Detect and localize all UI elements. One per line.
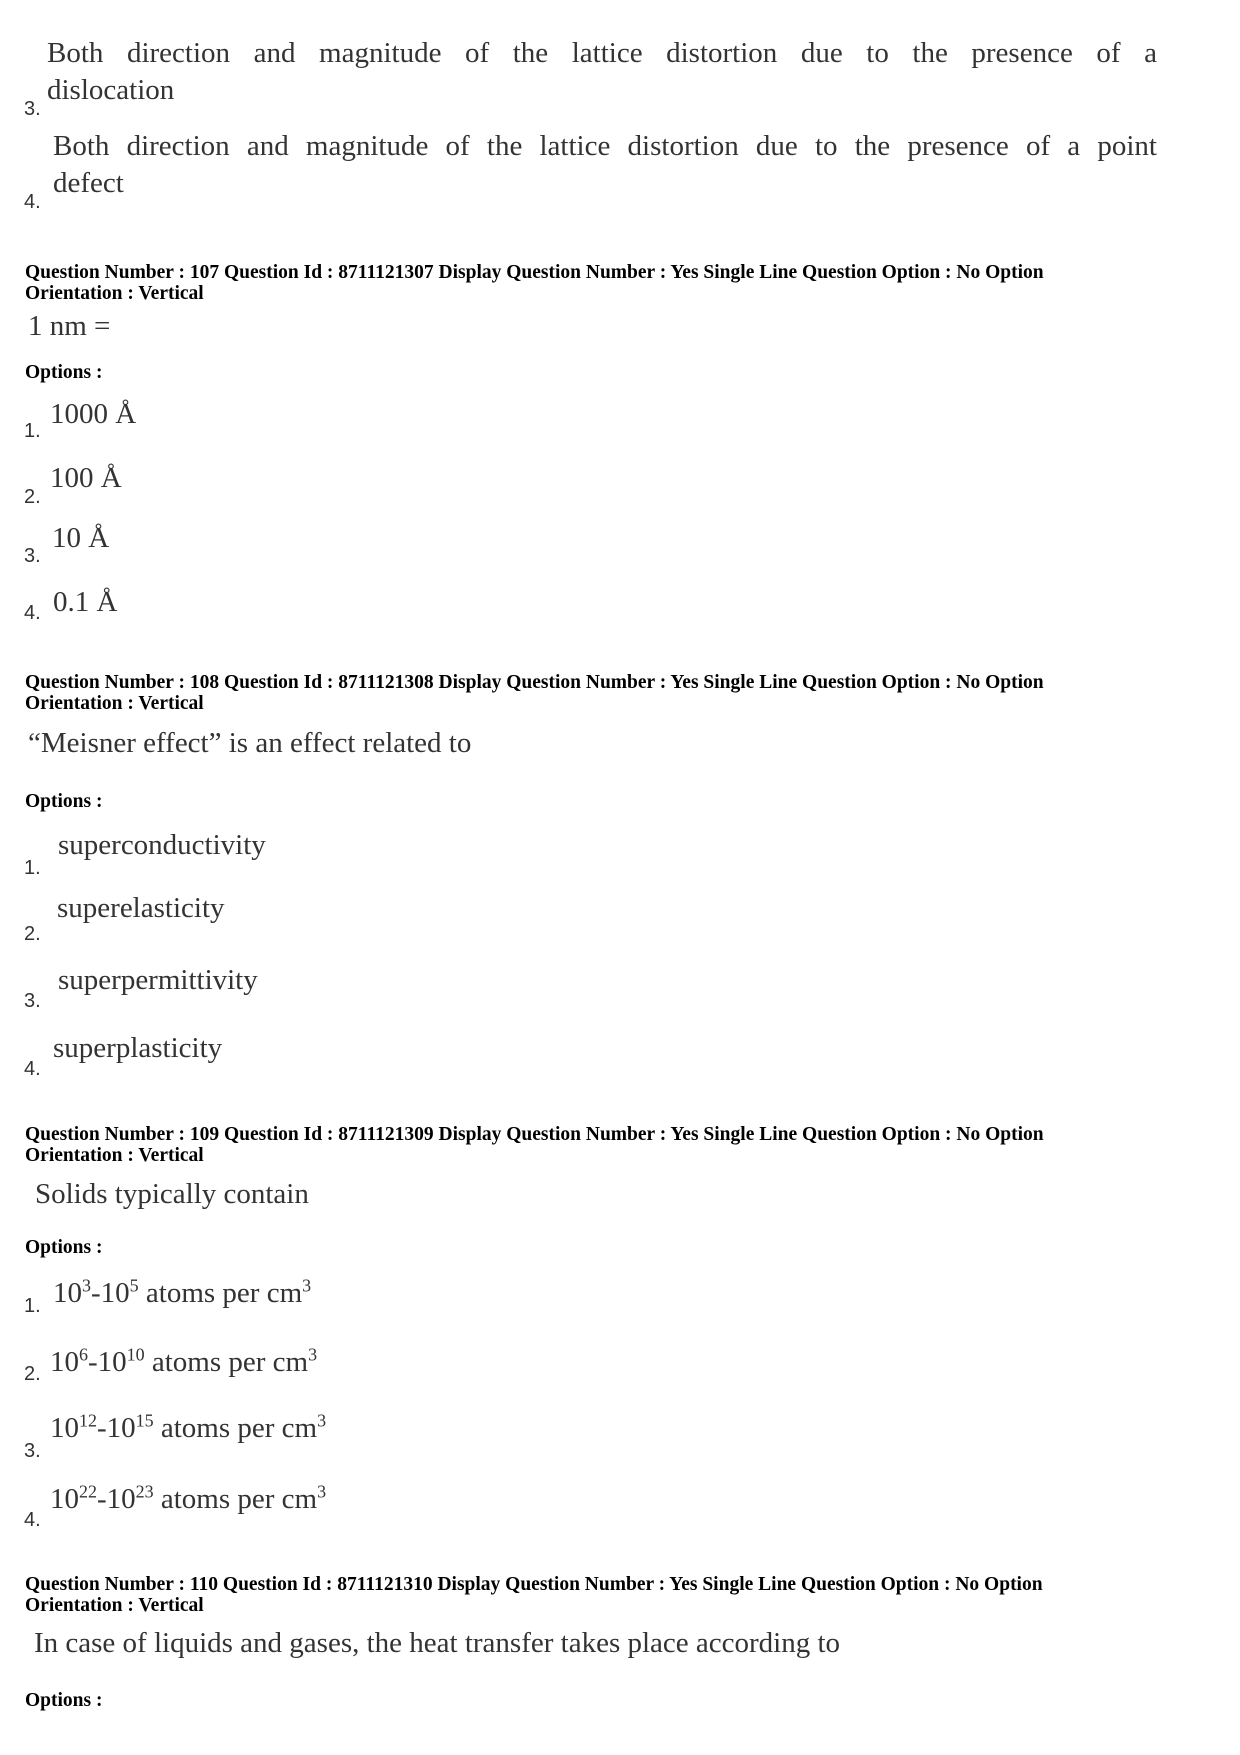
prev-option-3-number: 3.: [24, 98, 41, 120]
q109-option-3-number: 3.: [24, 1440, 41, 1462]
question-109-meta-line2: Orientation : Vertical: [25, 1145, 204, 1166]
question-109-meta: [25, 1124, 1205, 1166]
prev-option-3-line1: Both direction and magnitude of the lattice distortion due to the presence of a: [47, 37, 1157, 69]
q109-option-2-text: $10^6-10^{10}$ atoms per $cm^3$: [50, 1344, 318, 1378]
q109-option-2-number: 2.: [24, 1363, 41, 1385]
q108-option-1-text: superconductivity: [58, 829, 266, 861]
q109-option-1-text: $10^3-10^5$ atoms per $cm^3$: [53, 1275, 312, 1309]
question-108-options-label: Options :: [25, 791, 103, 812]
question-107-options-label: Options :: [25, 362, 103, 383]
question-110-options-label: Options :: [25, 1690, 103, 1711]
q109-option-4-number: 4.: [24, 1509, 41, 1531]
q108-option-4-number: 4.: [24, 1058, 41, 1080]
question-108-meta-line1: Question Number : 108 Question Id : 8711121308 Display Question Number : Yes Single Line Question Option : No Option: [25, 672, 1044, 693]
question-109-text: Solids typically contain: [35, 1178, 309, 1210]
prev-option-4-line2: defect: [53, 167, 124, 199]
question-107-meta-line1: Question Number : 107 Question Id : 8711121307 Display Question Number : Yes Single Line Question Option : No Option: [25, 262, 1044, 283]
q108-option-2-text: superelasticity: [57, 892, 225, 924]
q107-option-2-number: 2.: [24, 486, 41, 508]
question-109-options-label: Options :: [25, 1237, 103, 1258]
q108-option-3-number: 3.: [24, 990, 41, 1012]
question-107-text: 1 nm =: [28, 310, 111, 342]
q108-option-3-text: superpermittivity: [58, 964, 258, 996]
q109-option-3-text: $10^{12}-10^{15}$ atoms per $cm^3$: [50, 1410, 327, 1444]
q107-option-2-text: 100 Å: [50, 462, 122, 494]
question-110-meta-line2: Orientation : Vertical: [25, 1595, 204, 1616]
q109-option-1-number: 1.: [24, 1295, 41, 1317]
q107-option-4-number: 4.: [24, 602, 41, 624]
q107-option-1-text: 1000 Å: [50, 398, 137, 430]
q107-option-3-text: 10 Å: [52, 522, 110, 554]
question-108-meta-line2: Orientation : Vertical: [25, 693, 204, 714]
question-107-meta: [25, 262, 1205, 304]
question-110-meta: [25, 1574, 1205, 1616]
prev-option-3-line2: dislocation: [47, 74, 175, 106]
prev-option-4-line1: Both direction and magnitude of the lattice distortion due to the presence of a point: [53, 130, 1157, 162]
question-108-text: “Meisner effect” is an effect related to: [28, 727, 472, 759]
question-110-meta-line1: Question Number : 110 Question Id : 8711121310 Display Question Number : Yes Single Line Question Option : No Option: [25, 1574, 1043, 1595]
q108-option-4-text: superplasticity: [53, 1032, 223, 1064]
question-110-text: In case of liquids and gases, the heat transfer takes place according to: [34, 1627, 841, 1659]
question-109-meta-line1: Question Number : 109 Question Id : 8711121309 Display Question Number : Yes Single Line Question Option : No Option: [25, 1124, 1044, 1145]
question-107-meta-line2: Orientation : Vertical: [25, 283, 204, 304]
q108-option-1-number: 1.: [24, 857, 41, 879]
q107-option-3-number: 3.: [24, 545, 41, 567]
q107-option-4-text: 0.1 Å: [53, 586, 118, 618]
prev-option-4-number: 4.: [24, 191, 41, 213]
q108-option-2-number: 2.: [24, 923, 41, 945]
question-108-meta: [25, 672, 1205, 714]
q109-option-4-text: $10^{22}-10^{23}$ atoms per $cm^3$: [50, 1481, 327, 1515]
q107-option-1-number: 1.: [24, 420, 41, 442]
